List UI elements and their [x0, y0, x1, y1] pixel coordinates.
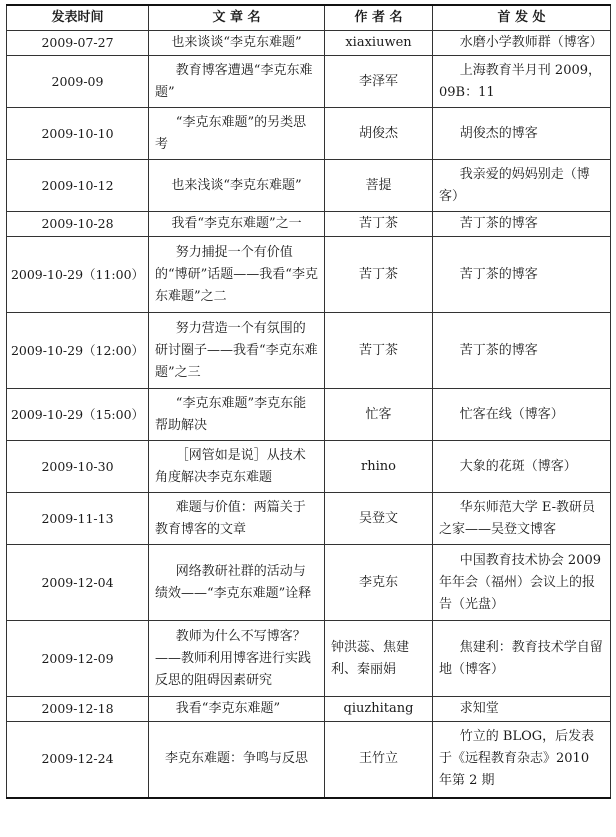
cell-author: 菩提	[325, 160, 433, 212]
table-row	[7, 493, 611, 545]
cell-title: 网络教研社群的活动与绩效——“李克东难题”诠释	[149, 545, 325, 621]
table-row	[7, 212, 611, 237]
table-row	[7, 545, 611, 621]
cell-author: xiaxiuwen	[325, 31, 433, 56]
cell-author: 李泽军	[325, 56, 433, 108]
cell-title: 教师为什么不写博客？——教师利用博客进行实践反思的阻碍因素研究	[149, 621, 325, 697]
cell-source: 焦建利：教育技术学自留地（博客）	[433, 621, 611, 697]
table-row	[7, 237, 611, 313]
articles-table	[6, 4, 611, 799]
cell-title: 难题与价值：两篇关于教育博客的文章	[149, 493, 325, 545]
header-source: 首 发 处	[433, 5, 611, 31]
cell-date: 2009-10-29（12:00）	[7, 313, 149, 389]
cell-author: 胡俊杰	[325, 108, 433, 160]
cell-source: 求知堂	[433, 697, 611, 722]
cell-title: 努力营造一个有氛围的研讨圈子——我看“李克东难题”之三	[149, 313, 325, 389]
cell-title: 教育博客遭遇“李克东难题”	[149, 56, 325, 108]
cell-source: 苦丁茶的博客	[433, 313, 611, 389]
cell-author: 苦丁茶	[325, 212, 433, 237]
cell-source: 上海教育半月刊 2009，09B：11	[433, 56, 611, 108]
cell-title: ［网管如是说］从技术角度解决李克东难题	[149, 441, 325, 493]
cell-source: 苦丁茶的博客	[433, 212, 611, 237]
cell-title: 也来浅谈“李克东难题”	[149, 160, 325, 212]
cell-source: 大象的花斑（博客）	[433, 441, 611, 493]
cell-date: 2009-12-04	[7, 545, 149, 621]
cell-author: 王竹立	[325, 722, 433, 798]
cell-source: 华东师范大学 E-教研员之家——吴登文博客	[433, 493, 611, 545]
cell-author: 钟洪蕊、焦建利、秦丽娟	[325, 621, 433, 697]
cell-title: 努力捕捉一个有价值的“博研”话题——我看“李克东难题”之二	[149, 237, 325, 313]
cell-title: “李克东难题”的另类思考	[149, 108, 325, 160]
cell-date: 2009-10-30	[7, 441, 149, 493]
cell-source: 苦丁茶的博客	[433, 237, 611, 313]
cell-date: 2009-07-27	[7, 31, 149, 56]
cell-author: rhino	[325, 441, 433, 493]
cell-source: 水磨小学教师群（博客）	[433, 31, 611, 56]
cell-title: 我看“李克东难题”	[149, 697, 325, 722]
table-row	[7, 313, 611, 389]
cell-title: 李克东难题：争鸣与反思	[149, 722, 325, 798]
cell-author: 忙客	[325, 389, 433, 441]
cell-date: 2009-10-10	[7, 108, 149, 160]
header-date: 发表时间	[7, 5, 149, 31]
table-row	[7, 108, 611, 160]
cell-date: 2009-09	[7, 56, 149, 108]
table-row	[7, 160, 611, 212]
header-row	[7, 5, 611, 31]
cell-author: 苦丁茶	[325, 313, 433, 389]
cell-date: 2009-11-13	[7, 493, 149, 545]
cell-source: 忙客在线（博客）	[433, 389, 611, 441]
table-row	[7, 697, 611, 722]
cell-date: 2009-10-12	[7, 160, 149, 212]
cell-author: 李克东	[325, 545, 433, 621]
cell-author: 苦丁茶	[325, 237, 433, 313]
cell-date: 2009-12-09	[7, 621, 149, 697]
table-row	[7, 31, 611, 56]
cell-title: 我看“李克东难题”之一	[149, 212, 325, 237]
cell-date: 2009-10-29（15:00）	[7, 389, 149, 441]
cell-source: 竹立的 BLOG，后发表于《远程教育杂志》2010 年第 2 期	[433, 722, 611, 798]
cell-date: 2009-12-24	[7, 722, 149, 798]
table-row	[7, 389, 611, 441]
cell-title: “李克东难题”李克东能帮助解决	[149, 389, 325, 441]
table-row	[7, 722, 611, 798]
cell-author: qiuzhitang	[325, 697, 433, 722]
table-row	[7, 56, 611, 108]
header-title: 文 章 名	[149, 5, 325, 31]
table-row	[7, 621, 611, 697]
cell-date: 2009-10-29（11:00）	[7, 237, 149, 313]
table-row	[7, 441, 611, 493]
header-author: 作 者 名	[325, 5, 433, 31]
cell-title: 也来谈谈“李克东难题”	[149, 31, 325, 56]
cell-source: 我亲爱的妈妈别走（博客）	[433, 160, 611, 212]
cell-date: 2009-12-18	[7, 697, 149, 722]
cell-date: 2009-10-28	[7, 212, 149, 237]
cell-source: 胡俊杰的博客	[433, 108, 611, 160]
cell-source: 中国教育技术协会 2009 年年会（福州）会议上的报告（光盘）	[433, 545, 611, 621]
cell-author: 吴登文	[325, 493, 433, 545]
